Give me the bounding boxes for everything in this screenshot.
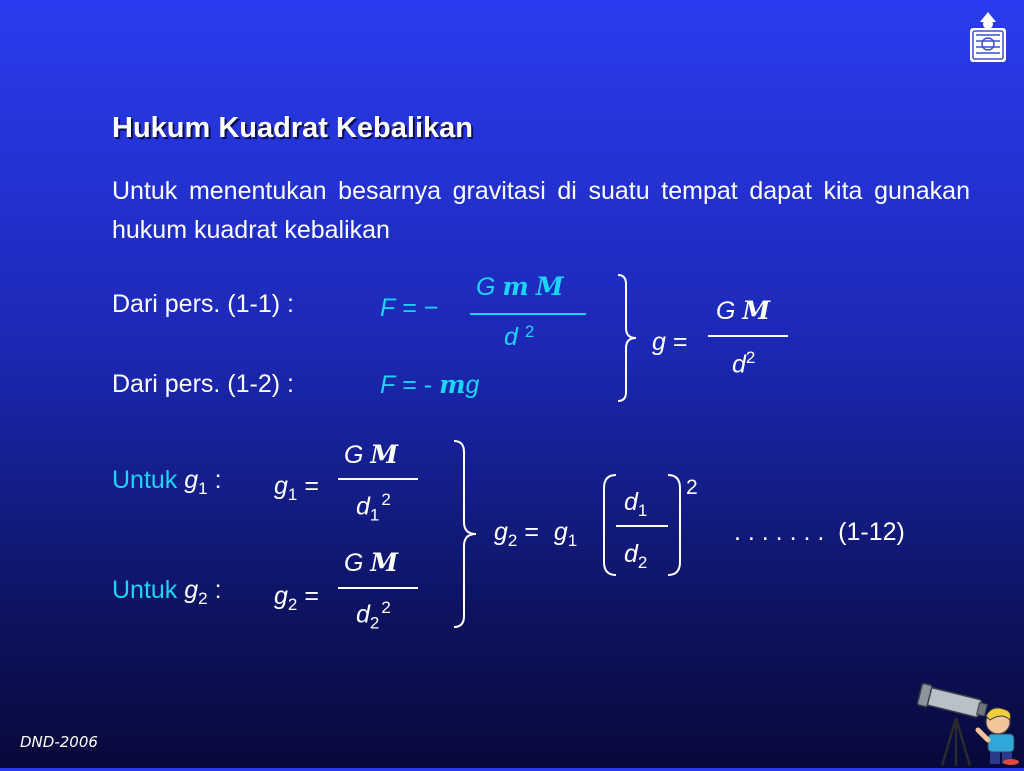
equation-number: . . . . . . . (1-12) xyxy=(734,518,905,546)
symbol-eq: = xyxy=(304,472,319,500)
frac-g1-bar xyxy=(338,478,418,480)
subscript-1: 1 xyxy=(369,505,380,525)
subscript-2: 2 xyxy=(637,552,648,572)
frac-g1-numerator xyxy=(344,440,398,470)
symbol-g: g xyxy=(553,518,568,546)
footer-label: DND-2006 xyxy=(20,733,98,751)
subscript-1: 1 xyxy=(198,478,208,498)
symbol-F: F xyxy=(380,294,396,322)
colon: : xyxy=(214,576,222,604)
symbol-G: G xyxy=(476,273,496,301)
formula-g1 xyxy=(274,472,319,505)
symbol-g: g xyxy=(274,472,288,500)
symbol-m: m xyxy=(502,272,529,301)
ratio-numerator xyxy=(624,488,647,521)
frac-g2-denominator xyxy=(356,598,391,633)
formula-g2 xyxy=(274,582,319,615)
symbol-g: g xyxy=(184,466,199,494)
frac-g2-numerator xyxy=(344,548,398,578)
symbol-g: g xyxy=(652,328,666,356)
symbol-G: G xyxy=(344,441,364,469)
formula-force-gravity xyxy=(380,294,438,323)
symbol-eq: = xyxy=(672,328,688,356)
symbol-g: g xyxy=(274,582,288,610)
subscript-1: 1 xyxy=(287,484,298,504)
right-brace-bottom xyxy=(448,438,482,630)
symbol-M: M xyxy=(742,296,771,325)
frac-g-denominator xyxy=(732,348,755,379)
ratio-bar xyxy=(616,525,668,527)
symbol-F: F xyxy=(380,371,396,399)
ref-label-1-1: Dari pers. (1-1) : xyxy=(112,290,294,318)
for-g1-label xyxy=(112,466,222,499)
symbol-eq-minus: = − xyxy=(402,294,439,322)
symbol-d: d xyxy=(504,323,518,351)
symbol-eq: = xyxy=(304,582,319,610)
symbol-G: G xyxy=(344,549,364,577)
symbol-d: d xyxy=(356,492,370,521)
ratio-exponent: 2 xyxy=(686,476,698,499)
frac-g-bar xyxy=(708,335,788,337)
symbol-m: m xyxy=(439,370,466,399)
symbol-G: G xyxy=(716,297,736,325)
symbol-g: g xyxy=(494,518,508,546)
subscript-1: 1 xyxy=(567,530,578,550)
ratio-denominator xyxy=(624,540,647,573)
for-g2-label xyxy=(112,576,222,609)
intro-paragraph: Untuk menentukan besarnya gravitasi di suatu tempat dapat kita gunakan hukum kuadrat kebalikan xyxy=(112,177,970,244)
frac1-denominator xyxy=(504,322,534,352)
symbol-M: M xyxy=(370,548,399,577)
symbol-g: g xyxy=(184,576,199,604)
subscript-1: 1 xyxy=(637,500,648,520)
symbol-eq-dash: = - xyxy=(402,371,433,399)
symbol-g: g xyxy=(465,371,480,399)
frac-g1-denominator xyxy=(356,490,391,525)
symbol-M: M xyxy=(535,272,564,301)
frac-g-numerator xyxy=(716,296,770,326)
exponent-2: 2 xyxy=(745,348,756,367)
subscript-2: 2 xyxy=(369,613,380,633)
subscript-2: 2 xyxy=(198,588,208,608)
ref-label-1-2: Dari pers. (1-2) : xyxy=(112,370,294,398)
right-brace-top xyxy=(612,272,642,404)
exponent-2: 2 xyxy=(381,598,391,617)
telescope-boy-icon xyxy=(916,682,1022,766)
frac-g2-bar xyxy=(338,587,418,589)
frac1-numerator xyxy=(476,272,586,302)
exponent-2: 2 xyxy=(524,322,535,341)
formula-g-result xyxy=(652,328,687,357)
formula-g2-result xyxy=(494,518,577,551)
symbol-d: d xyxy=(624,488,638,516)
symbol-eq: = xyxy=(524,518,539,546)
university-logo-icon xyxy=(966,10,1010,64)
symbol-d: d xyxy=(732,350,746,379)
symbol-d: d xyxy=(624,540,638,568)
for-label: Untuk xyxy=(112,466,178,494)
for-label: Untuk xyxy=(112,576,178,604)
exponent-2: 2 xyxy=(381,490,391,509)
slide-title: Hukum Kuadrat Kebalikan xyxy=(112,112,473,144)
symbol-M: M xyxy=(370,440,399,469)
formula-force-weight xyxy=(380,370,479,400)
symbol-d: d xyxy=(356,600,370,629)
subscript-2: 2 xyxy=(287,594,298,614)
colon: : xyxy=(214,466,222,494)
frac1-bar xyxy=(470,313,586,315)
subscript-2: 2 xyxy=(507,530,518,550)
right-paren xyxy=(664,472,684,578)
